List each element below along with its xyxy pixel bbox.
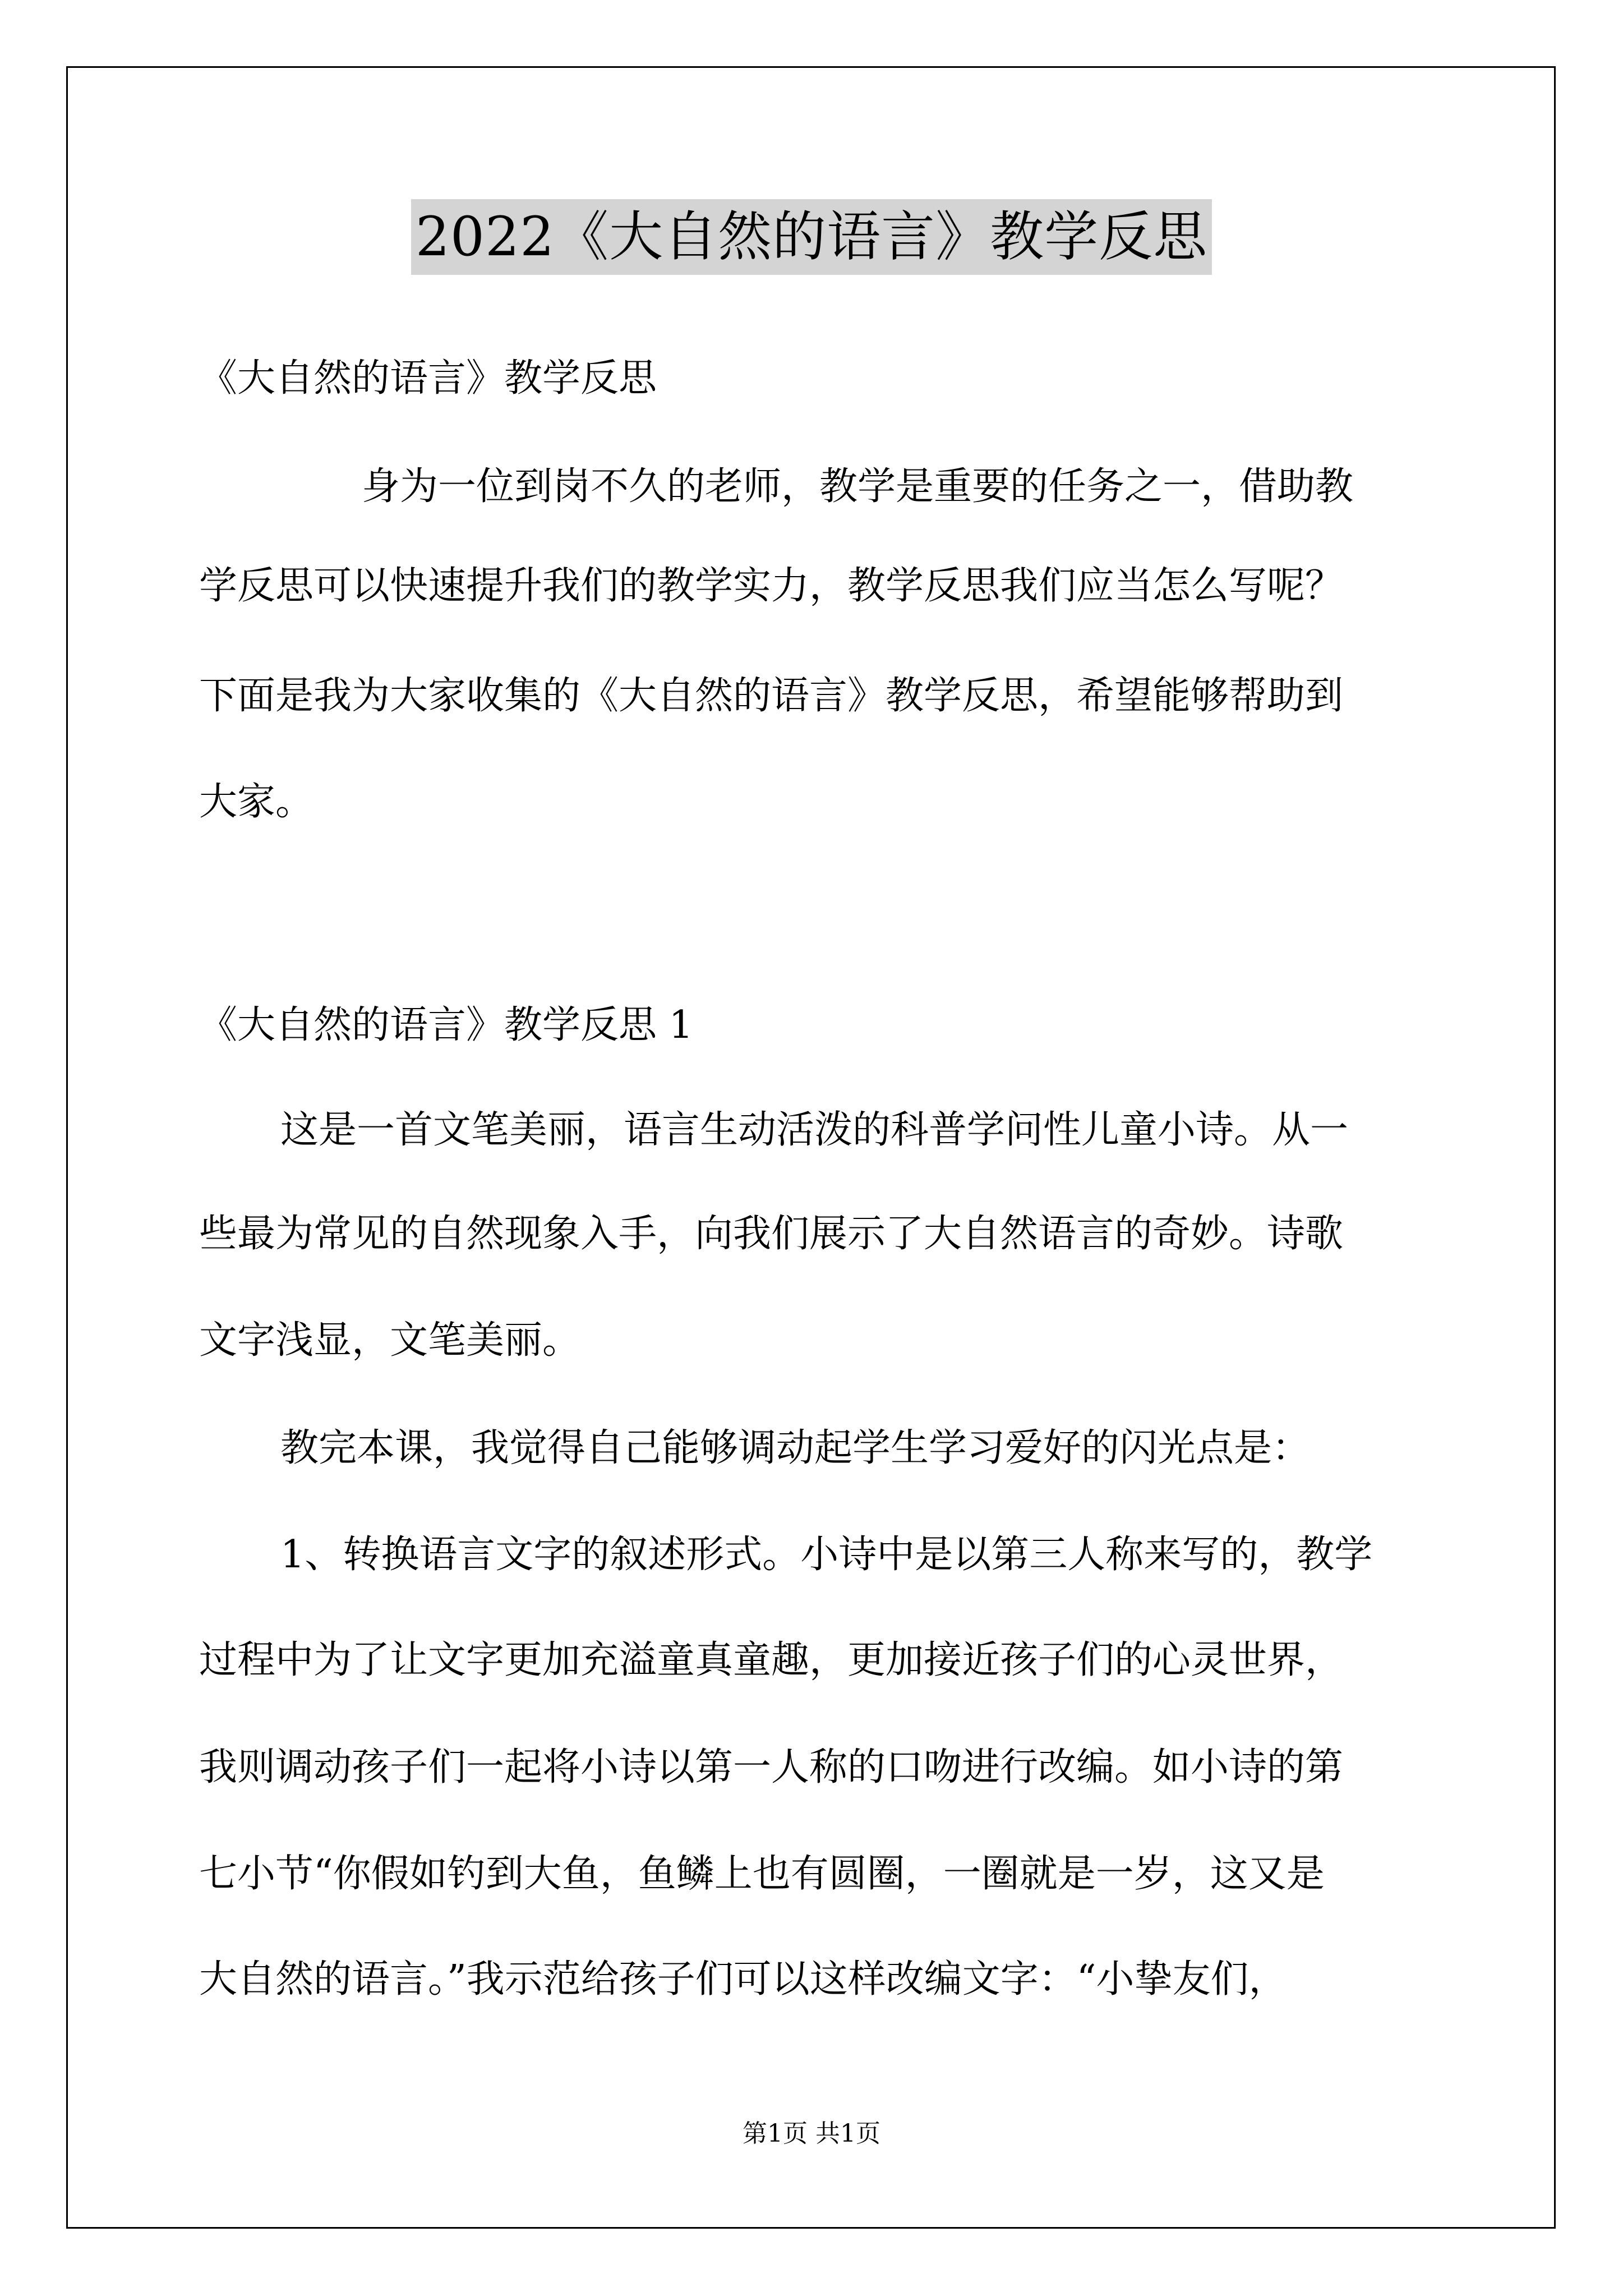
body-line: 大自然的语言。”我示范给孩子们可以这样改编文字：“小挚友们，: [199, 1957, 1287, 2001]
page-footer: 第1页 共1页: [743, 2119, 880, 2148]
document-title: 2022《大自然的语言》教学反思: [411, 199, 1212, 275]
body-line: 这是一首文笔美丽，语言生动活泼的科普学问性儿童小诗。从一: [280, 1108, 1349, 1152]
intro-line: 下面是我为大家收集的《大自然的语言》教学反思，希望能够帮助到: [199, 674, 1344, 718]
body-line: 些最为常见的自然现象入手，向我们展示了大自然语言的奇妙。诗歌: [199, 1212, 1344, 1256]
body-line: 七小节“你假如钓到大鱼，鱼鳞上也有圆圈，一圈就是一岁，这又是: [199, 1852, 1325, 1896]
body-line: 过程中为了让文字更加充溢童真童趣，更加接近孩子们的心灵世界，: [199, 1638, 1344, 1682]
intro-line: 身为一位到岗不久的老师，教学是重要的任务之一，借助教: [362, 464, 1354, 509]
body-line: 我则调动孩子们一起将小诗以第一人称的口吻进行改编。如小诗的第: [199, 1745, 1344, 1789]
title-container: [0, 199, 1623, 275]
section-heading: 《大自然的语言》教学反思 1: [199, 1003, 693, 1047]
body-line: 教完本课，我觉得自己能够调动起学生学习爱好的闪光点是：: [280, 1426, 1311, 1470]
intro-line: 学反思可以快速提升我们的教学实力，教学反思我们应当怎么写呢？: [199, 564, 1344, 608]
intro-line: 大家。: [199, 780, 314, 824]
body-line: 1、转换语言文字的叙述形式。小诗中是以第三人称来写的，教学: [280, 1533, 1373, 1577]
document-subtitle: 《大自然的语言》教学反思: [199, 356, 657, 401]
body-line: 文字浅显，文笔美丽。: [199, 1318, 581, 1363]
